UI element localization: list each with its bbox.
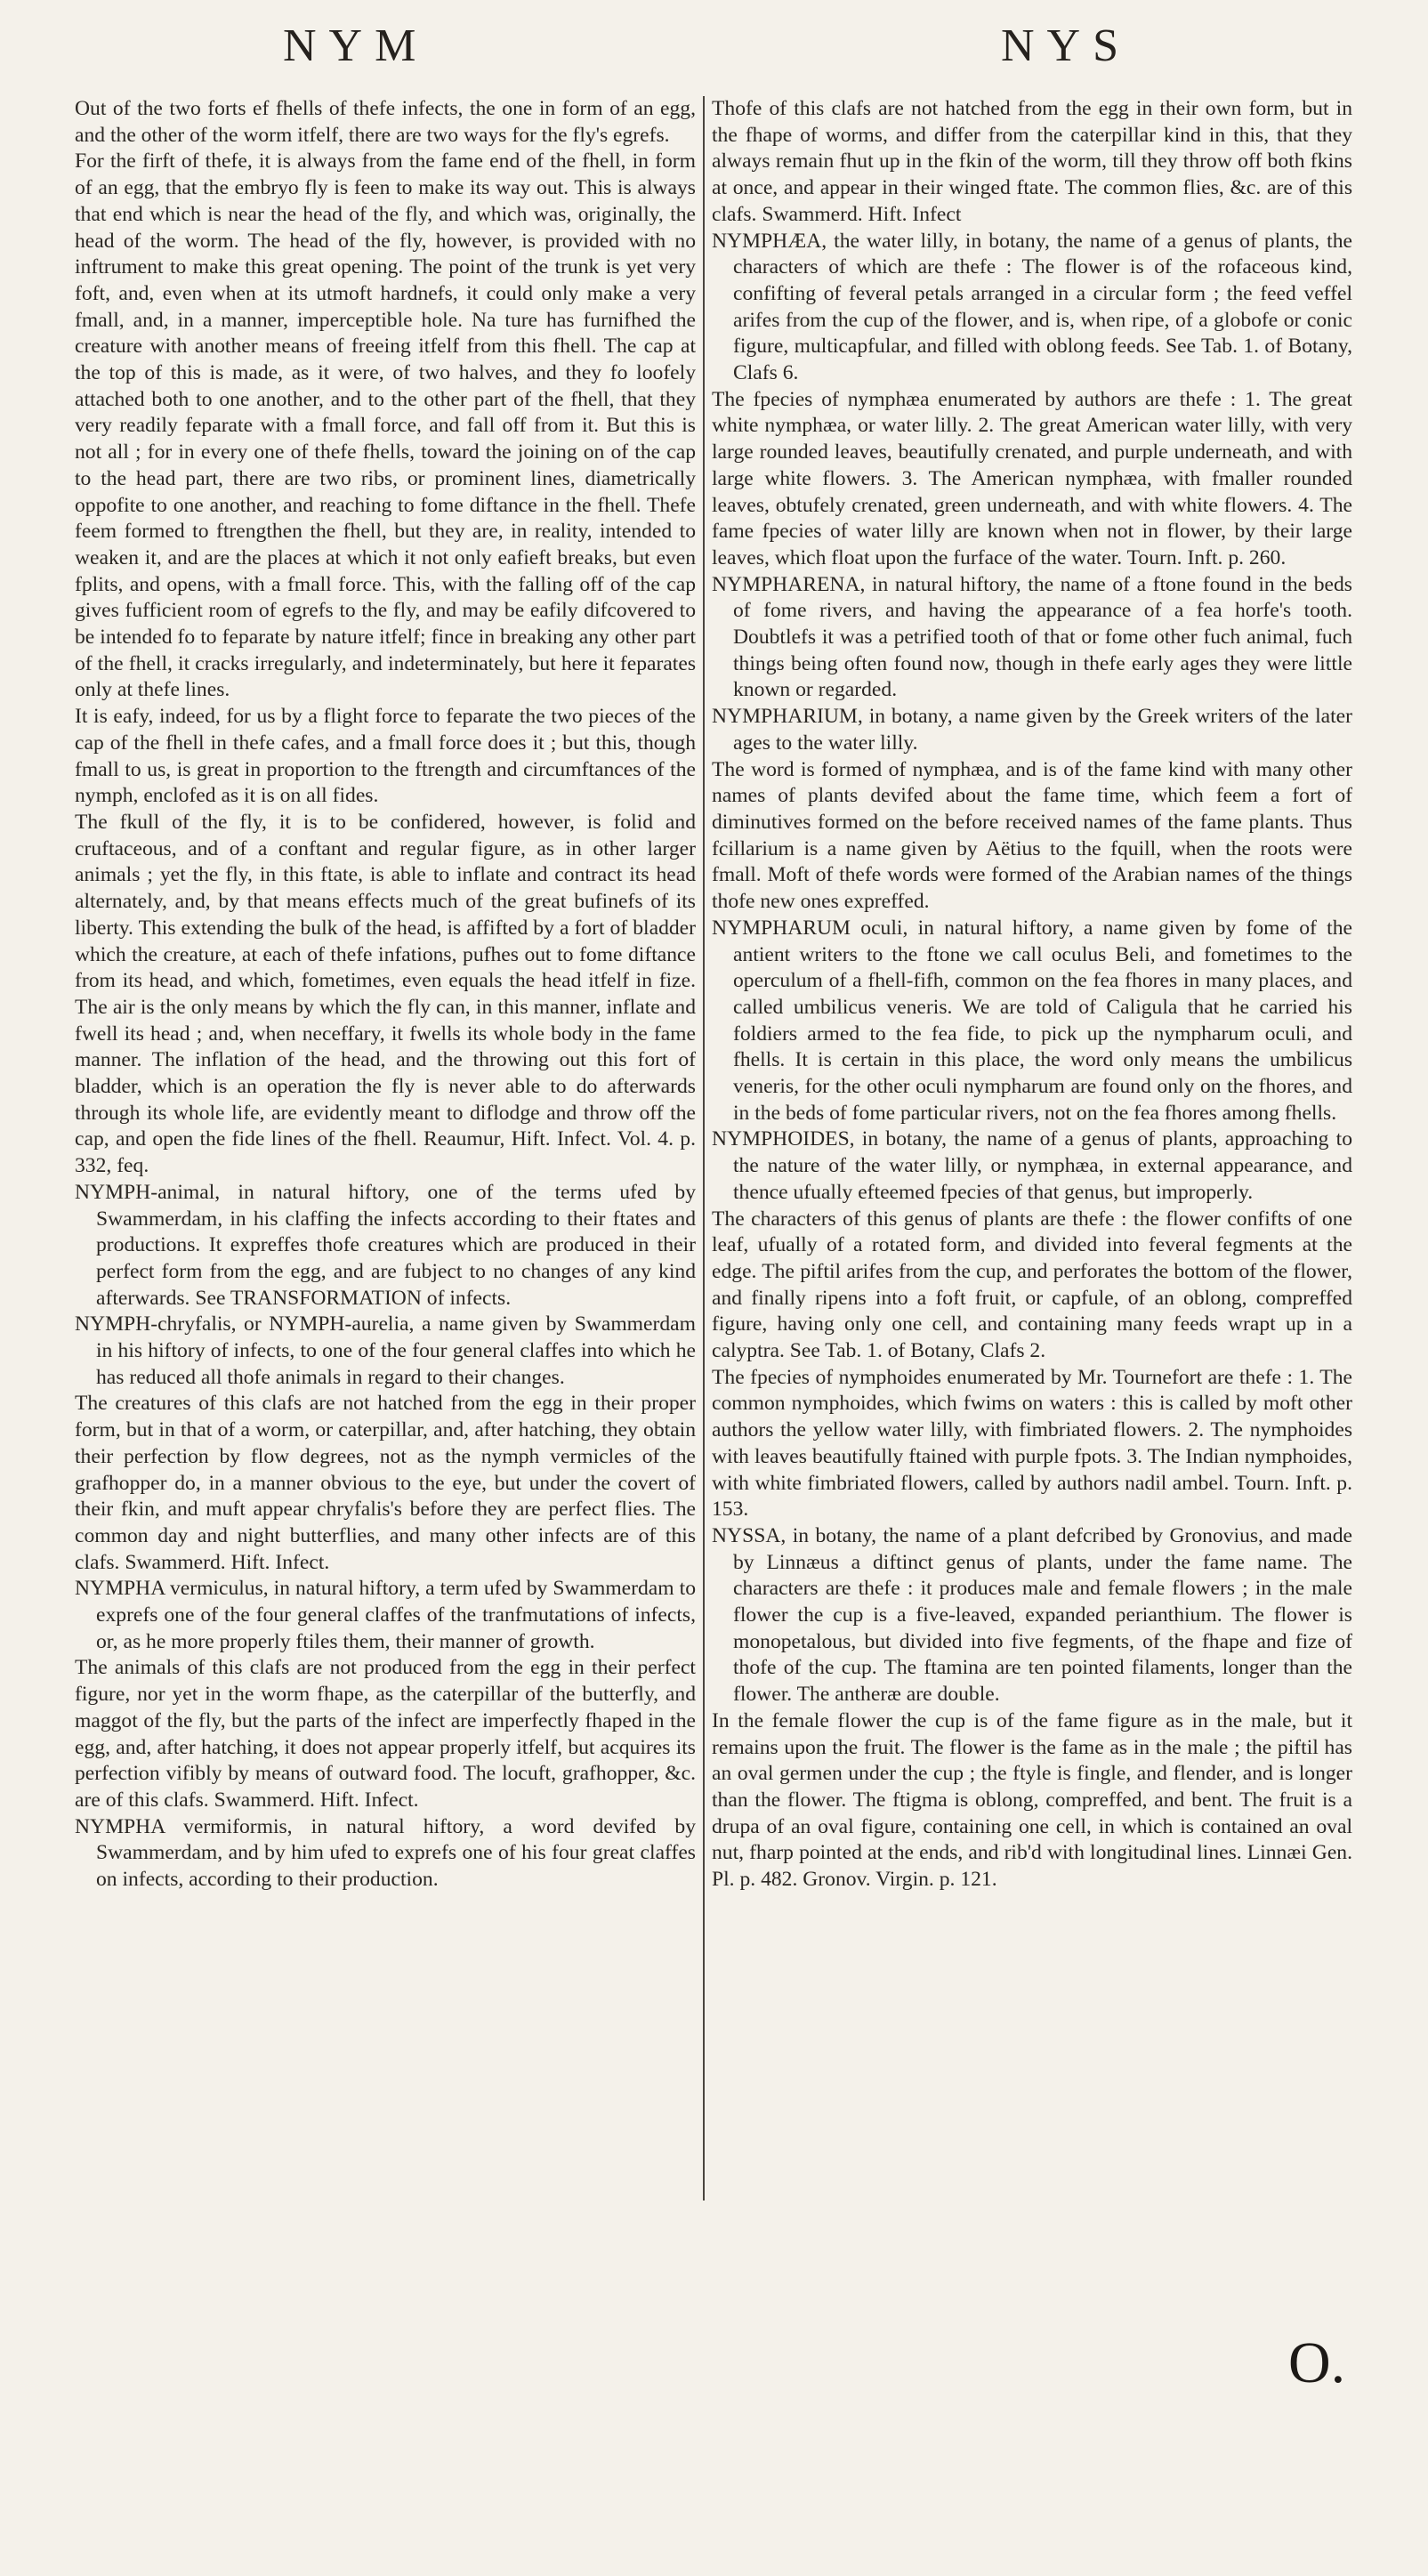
- right-column: [712, 96, 1352, 1894]
- body-paragraph: The animals of this clafs are not produced from the egg in their perfect figure, nor yet in the worm fhape, as the caterpillar of the butterfly, and maggot of the fly, but the parts of the infect are imperfectly fhaped in the egg, and, after hatching, it does not appear properly itfelf, but acquires its perfection vifibly by means of outward food. The locuft, grafhopper, &c. are of this clafs. Swammerd. Hift. Infect.: [75, 1656, 696, 1812]
- body-paragraph: Thofe of this clafs are not hatched from the egg in their own form, but in the fhape of worms, and differ from the caterpillar kind in this, that they always remain fhut up in the fkin of the worm, till they throw off both fkins at once, and appear in their winged ftate. The common flies, &c. are of this clafs. Swammerd. Hift. Infect: [712, 97, 1352, 226]
- entry-paragraph: NYMPHARUM oculi, in natural hiftory, a name given by fome of the antient writers to the ftone we call oculus Beli, and fometimes to the operculum of a fhell-fifh, common on the fea fhores in many places, and called umbilicus veneris. We are told of Caligula that he carried his foldiers armed to the fea fide, to pick up the nympharum oculi, and fhells. It is certain in this place, the word only means the umbilicus veneris, for the other oculi nympharum are found only on the fhores, and in the beds of fome particular rivers, not on the fea fhores among fhells.: [712, 916, 1352, 1125]
- body-paragraph: The fpecies of nymphoides enumerated by Mr. Tournefort are thefe : 1. The common nymphoides, which fwims on waters : this is called by moft other authors the yellow water lilly, with fimbriated flowers. 2. The nymphoides with leaves beautifully ftained with purple fpots. 3. The Indian nymphoides, with white fimbriated flowers, called by authors nadil ambel. Tourn. Inft. p. 153.: [712, 1365, 1352, 1522]
- entry-paragraph: NYMPHÆA, the water lilly, in botany, the name of a genus of plants, the characters of which are thefe : The flower is of the rofaceous kind, confifting of feveral petals arranged in a circular form ; the feed veffel arifes from the cup of the flower, and is, when ripe, of a globofe or conic figure, multicapfular, and filled with oblong feeds. See Tab. 1. of Botany, Clafs 6.: [712, 229, 1352, 385]
- body-paragraph: The fkull of the fly, it is to be confidered, however, is folid and cruftaceous, and of a conftant and regular figure, as in other larger animals ; yet the fly, in this ftate, is able to inflate and contract its head alternately, and, by that means effects much of the great bufinefs of its liberty. This extending the bulk of the head, is affifted by a fort of bladder which the creature, at each of thefe infations, pufhes out to fome diftance from its head, and which, fometimes, even equals the head itfelf in fize. The air is the only means by which the fly can, in this manner, inflate and fwell its head ; and, when neceffary, it fwells its whole body in the fame manner. The inflation of the head, and the throwing out this fort of bladder, which is an operation the fly is never able to do afterwards through its whole life, are evidently meant to diflodge and throw off the cap, and open the fide lines of the fhell. Reaumur, Hift. Infect. Vol. 4. p. 332, feq.: [75, 810, 696, 1178]
- body-paragraph: The fpecies of nymphæa enumerated by authors are thefe : 1. The great white nymphæa, or water lilly. 2. The great American water lilly, with very large rounded leaves, beautifully crenated, and purple underneath, and with large white flowers. 3. The American nymphæa, with fmaller rounded leaves, obtufely crenated, green underneath, and with white flowers. 4. The fame fpecies of water lilly are known when not in flower, by their large leaves, which float upon the furface of the water. Tourn. Inft. p. 260.: [712, 387, 1352, 569]
- running-head-right: NYS: [1001, 20, 1132, 71]
- entry-paragraph: NYMPHA vermiformis, in natural hiftory, a word devifed by Swammerdam, and by him ufed to exprefs one of his four great claffes on infects, according to their production.: [75, 1814, 696, 1892]
- body-paragraph: The characters of this genus of plants are thefe : the flower confifts of one leaf, ufually of a rotated form, and divided into feveral fegments at the edge. The piftil arifes from the cup, and perforates the bottom of the flower, and finally ripens into a foft fruit, or capfule, of an oblong, compreffed figure, having only one cell, and containing many feeds wrapt up in a calyptra. See Tab. 1. of Botany, Clafs 2.: [712, 1207, 1352, 1363]
- body-paragraph: The creatures of this clafs are not hatched from the egg in their proper form, but in that of a worm, or caterpillar, and, after hatching, they obtain their perfection by flow degrees, not as the nymph vermicles of the grafhopper do, in a manner obvious to the eye, but under the covert of their fkin, and muft appear chryfalis's before they are perfect flies. The common day and night butterflies, and many other infects are of this clafs. Swammerd. Hift. Infect.: [75, 1392, 696, 1574]
- body-paragraph: In the female flower the cup is of the fame figure as in the male, but it remains upon the fruit. The flower is the fame as in the male ; the piftil has an oval germen under the cup ; the ftyle is fingle, and flender, and is longer than the flower. The ftigma is oblong, compreffed, and bent. The fruit is a drupa of an oval figure, containing one cell, in which is contained an oval nut, fharp pointed at the ends, and rib'd with longitudinal lines. Linnæi Gen. Pl. p. 482. Gronov. Virgin. p. 121.: [712, 1708, 1352, 1892]
- body-paragraph: The word is formed of nymphæa, and is of the fame kind with many other names of plants devifed about the fame time, which feem a fort of diminutives formed on the before received names of the fame plants. Thus fcillarium is a name given by Aëtius to the fquill, when the roots were fmall. Moft of thefe words were formed of the Arabian names of the things thofe new ones expreffed.: [712, 757, 1352, 914]
- body-paragraph: Out of the two forts ef fhells of thefe infects, the one in form of an egg, and the other of the worm itfelf, there are two ways for the fly's egrefs.: [75, 97, 696, 147]
- running-head-left: NYM: [283, 20, 429, 71]
- entry-paragraph: NYMPH-chryfalis, or NYMPH-aurelia, a name given by Swammerdam in his hiftory of infects, to one of the four general claffes into which he has reduced all thofe animals in regard to their changes.: [75, 1312, 696, 1389]
- catchword: O.: [1288, 2330, 1346, 2395]
- entry-paragraph: NYSSA, in botany, the name of a plant defcribed by Gronovius, and made by Linnæus a diftinct genus of plants, under the fame name. The characters are thefe : it produces male and female flowers ; in the male flower the cup is a five-leaved, expanded perianthium. The flower is monopetalous, but divided into five fegments, of the fhape and fize of thofe of the cup. The ftamina are ten pointed filaments, longer than the flower. The antheræ are double.: [712, 1523, 1352, 1707]
- column-divider: [703, 96, 705, 2201]
- entry-paragraph: NYMPHARIUM, in botany, a name given by the Greek writers of the later ages to the water lilly.: [712, 705, 1352, 755]
- entry-paragraph: NYMPHA vermiculus, in natural hiftory, a term ufed by Swammerdam to exprefs one of the four general claffes of the tranfmutations of infects, or, as he more properly ftiles them, their manner of growth.: [75, 1577, 696, 1653]
- body-paragraph: It is eafy, indeed, for us by a flight force to feparate the two pieces of the cap of the fhell in thefe cafes, and a fmall force does it ; but this, though fmall to us, is great in proportion to the ftrength and circumftances of the nymph, enclofed as it is on all fides.: [75, 705, 696, 808]
- entry-paragraph: NYMPHARENA, in natural hiftory, the name of a ftone found in the beds of fome rivers, and having the appearance of a fea horfe's tooth. Doubtlefs it was a petrified tooth of that or fome other fuch animal, fuch things being often found now, though in thefe early ages they were little known or regarded.: [712, 572, 1352, 702]
- left-column: [75, 96, 696, 1894]
- entry-paragraph: NYMPHOIDES, in botany, the name of a genus of plants, approaching to the nature of the water lilly, or nymphæa, in external appearance, and thence ufually efteemed fpecies of that genus, but improperly.: [712, 1127, 1352, 1204]
- body-paragraph: For the firft of thefe, it is always from the fame end of the fhell, in form of an egg, that the embryo fly is feen to make its way out. This is always that end which is near the head of the fly, and which was, originally, the head of the worm. The head of the fly, however, is provided with no inftrument to make this great opening. The point of the trunk is yet very foft, and, even when at its utmoft hardnefs, it could only make a very fmall, and, in a manner, imperceptible hole. Na ture has furnifhed the creature with another means of freeing itfelf from this fhell. The cap at the top of this is made, as it were, of two halves, and they fo loofely attached both to one another, and to the other part of the fhell, that they very readily feparate with a fmall force, and fall off from it. But this is not all ; for in every one of thefe fhells, toward the joining on of the cap to the head part, there are two ribs, or prominent lines, diametrically oppofite to one another, and reaching to fome diftance in the fhell. Thefe feem formed to ftrengthen the fhell, but they are, in reality, intended to weaken it, and are the places at which it not only eafieft breaks, but even fplits, and opens, with a fmall force. This, with the falling off of the cap gives fufficient room of egrefs to the fly, and may be eafily difcovered to be intended fo to feparate by nature itfelf; fince in breaking any other part of the fhell, it cracks irregularly, and indeterminately, but here it feparates only at thefe lines.: [75, 149, 696, 702]
- entry-paragraph: NYMPH-animal, in natural hiftory, one of the terms ufed by Swammerdam, in his claffing the infects according to their ftates and productions. It expreffes thofe creatures which are produced in their perfect form from the egg, and are fubject to no changes of any kind afterwards. See TRANSFORMATION of infects.: [75, 1180, 696, 1310]
